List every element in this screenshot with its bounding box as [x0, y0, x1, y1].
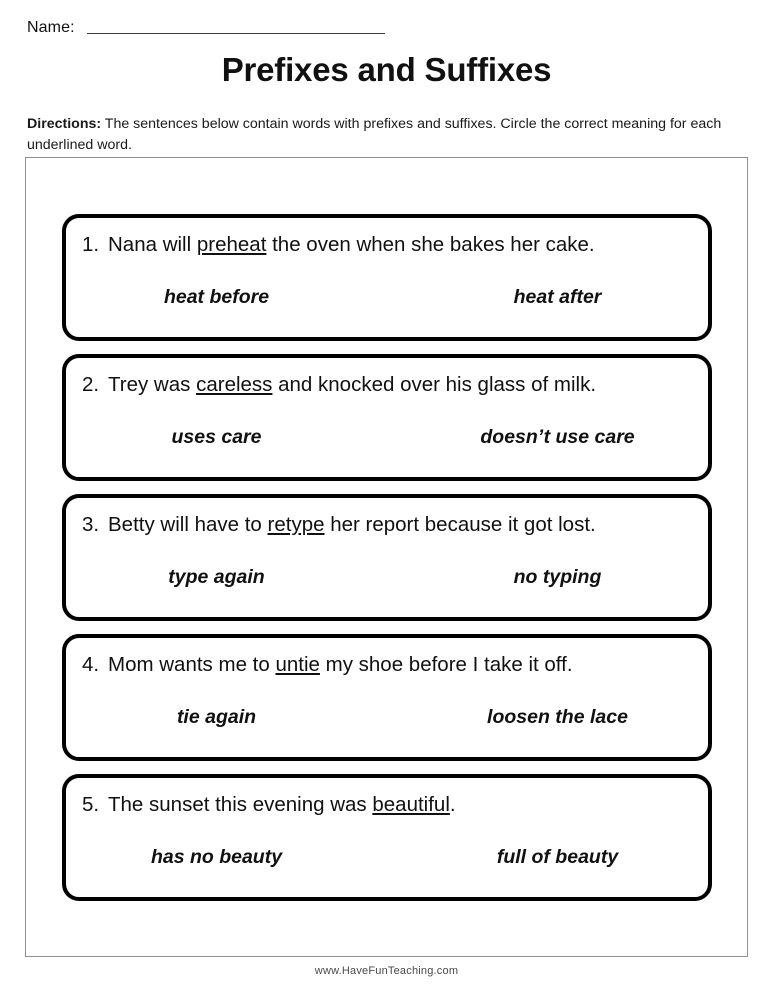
sentence-before: Nana will: [108, 233, 197, 256]
answer-option-right[interactable]: full of beauty: [496, 846, 619, 868]
question-sentence: [82, 792, 694, 818]
underlined-word: untie: [275, 653, 320, 676]
answer-option-left[interactable]: tie again: [176, 706, 257, 728]
underlined-word: retype: [267, 513, 325, 536]
question-box-1: [62, 214, 712, 341]
underlined-word: preheat: [196, 233, 267, 256]
directions: [27, 114, 737, 157]
answer-option-left[interactable]: heat before: [163, 286, 270, 308]
page-title: Prefixes and Suffixes: [221, 51, 552, 88]
answer-options: [66, 846, 708, 869]
sentence-before: The sunset this evening was: [108, 793, 373, 816]
answer-option-left[interactable]: has no beauty: [150, 846, 283, 868]
answer-option-right[interactable]: heat after: [513, 286, 602, 308]
answer-option-right[interactable]: loosen the lace: [487, 706, 628, 728]
question-box-5: [62, 774, 712, 901]
questions-list: [62, 214, 712, 901]
question-number: 2.: [82, 373, 100, 396]
question-number: 1.: [82, 233, 100, 256]
directions-label: Directions:: [27, 116, 102, 132]
question-number: 5.: [82, 793, 100, 816]
answer-options: [66, 286, 708, 309]
question-sentence: [82, 652, 694, 678]
answer-options: [66, 706, 708, 729]
name-write-in-line[interactable]: [87, 33, 385, 34]
name-row: [27, 20, 427, 36]
sentence-after: her report because it got lost.: [324, 513, 596, 536]
name-label: Name:: [27, 19, 75, 36]
sentence-before: Betty will have to: [108, 513, 268, 536]
answer-option-left[interactable]: uses care: [171, 426, 262, 448]
question-box-2: [62, 354, 712, 481]
sentence-after: and knocked over his glass of milk.: [272, 373, 597, 396]
answer-option-left[interactable]: type again: [168, 566, 265, 588]
sentence-after: .: [449, 793, 456, 816]
question-sentence: [82, 232, 694, 258]
answer-option-right[interactable]: no typing: [513, 566, 602, 588]
question-number: 3.: [82, 513, 100, 536]
sentence-after: the oven when she bakes her cake.: [266, 233, 595, 256]
directions-text: The sentences below contain words with prefixes and suffixes. Circle the correct meaning for each underlined word.: [27, 116, 722, 154]
answer-options: [66, 426, 708, 449]
question-sentence: [82, 372, 694, 398]
answer-option-right[interactable]: doesn’t use care: [480, 426, 635, 448]
question-box-3: [62, 494, 712, 621]
underlined-word: beautiful: [372, 793, 450, 816]
sentence-before: Trey was: [108, 373, 197, 396]
question-box-4: [62, 634, 712, 761]
sentence-before: Mom wants me to: [108, 653, 276, 676]
answer-options: [66, 566, 708, 589]
question-sentence: [82, 512, 694, 538]
sentence-after: my shoe before I take it off.: [319, 653, 573, 676]
footer-url: www.HaveFunTeaching.com: [314, 965, 459, 977]
question-number: 4.: [82, 653, 100, 676]
underlined-word: careless: [196, 373, 273, 396]
